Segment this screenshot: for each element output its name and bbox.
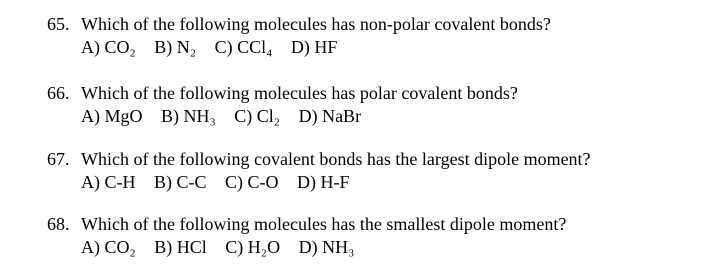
question-stem [47,83,518,103]
option-a: A) CO₂ [81,237,136,257]
option-b: B) NH₃ [161,106,216,126]
question-stem [47,214,566,234]
option-c: C) H₂O [225,237,281,257]
answer-options [81,237,354,257]
option-d: D) HF [290,37,338,57]
question-stem [47,149,591,169]
question-text: Which of the following molecules has the smallest dipole moment? [81,214,567,234]
option-d: D) NH₃ [298,237,355,257]
question-stem [47,14,551,34]
answer-options [81,37,337,57]
option-b: B) C-C [154,172,207,192]
option-a: A) MgO [81,106,143,126]
option-a: A) C-H [81,172,136,192]
question-number: 65. [47,14,70,34]
question-number: 67. [47,149,70,169]
option-a: A) CO₂ [81,37,136,57]
option-d: D) H-F [297,172,350,192]
question-text: Which of the following molecules has polar covalent bonds? [81,83,518,103]
answer-options [81,172,350,192]
option-c: C) C-O [225,172,279,192]
option-b: B) HCl [154,237,207,257]
option-d: D) NaBr [298,106,362,126]
option-c: C) CCl₄ [214,37,273,57]
question-text: Which of the following covalent bonds has the largest dipole moment? [81,149,591,169]
question-text: Which of the following molecules has non-polar covalent bonds? [81,14,551,34]
option-b: B) N₂ [154,37,197,57]
option-c: C) Cl₂ [234,106,281,126]
question-number: 68. [47,214,70,234]
question-number: 66. [47,83,70,103]
answer-options [81,106,361,126]
